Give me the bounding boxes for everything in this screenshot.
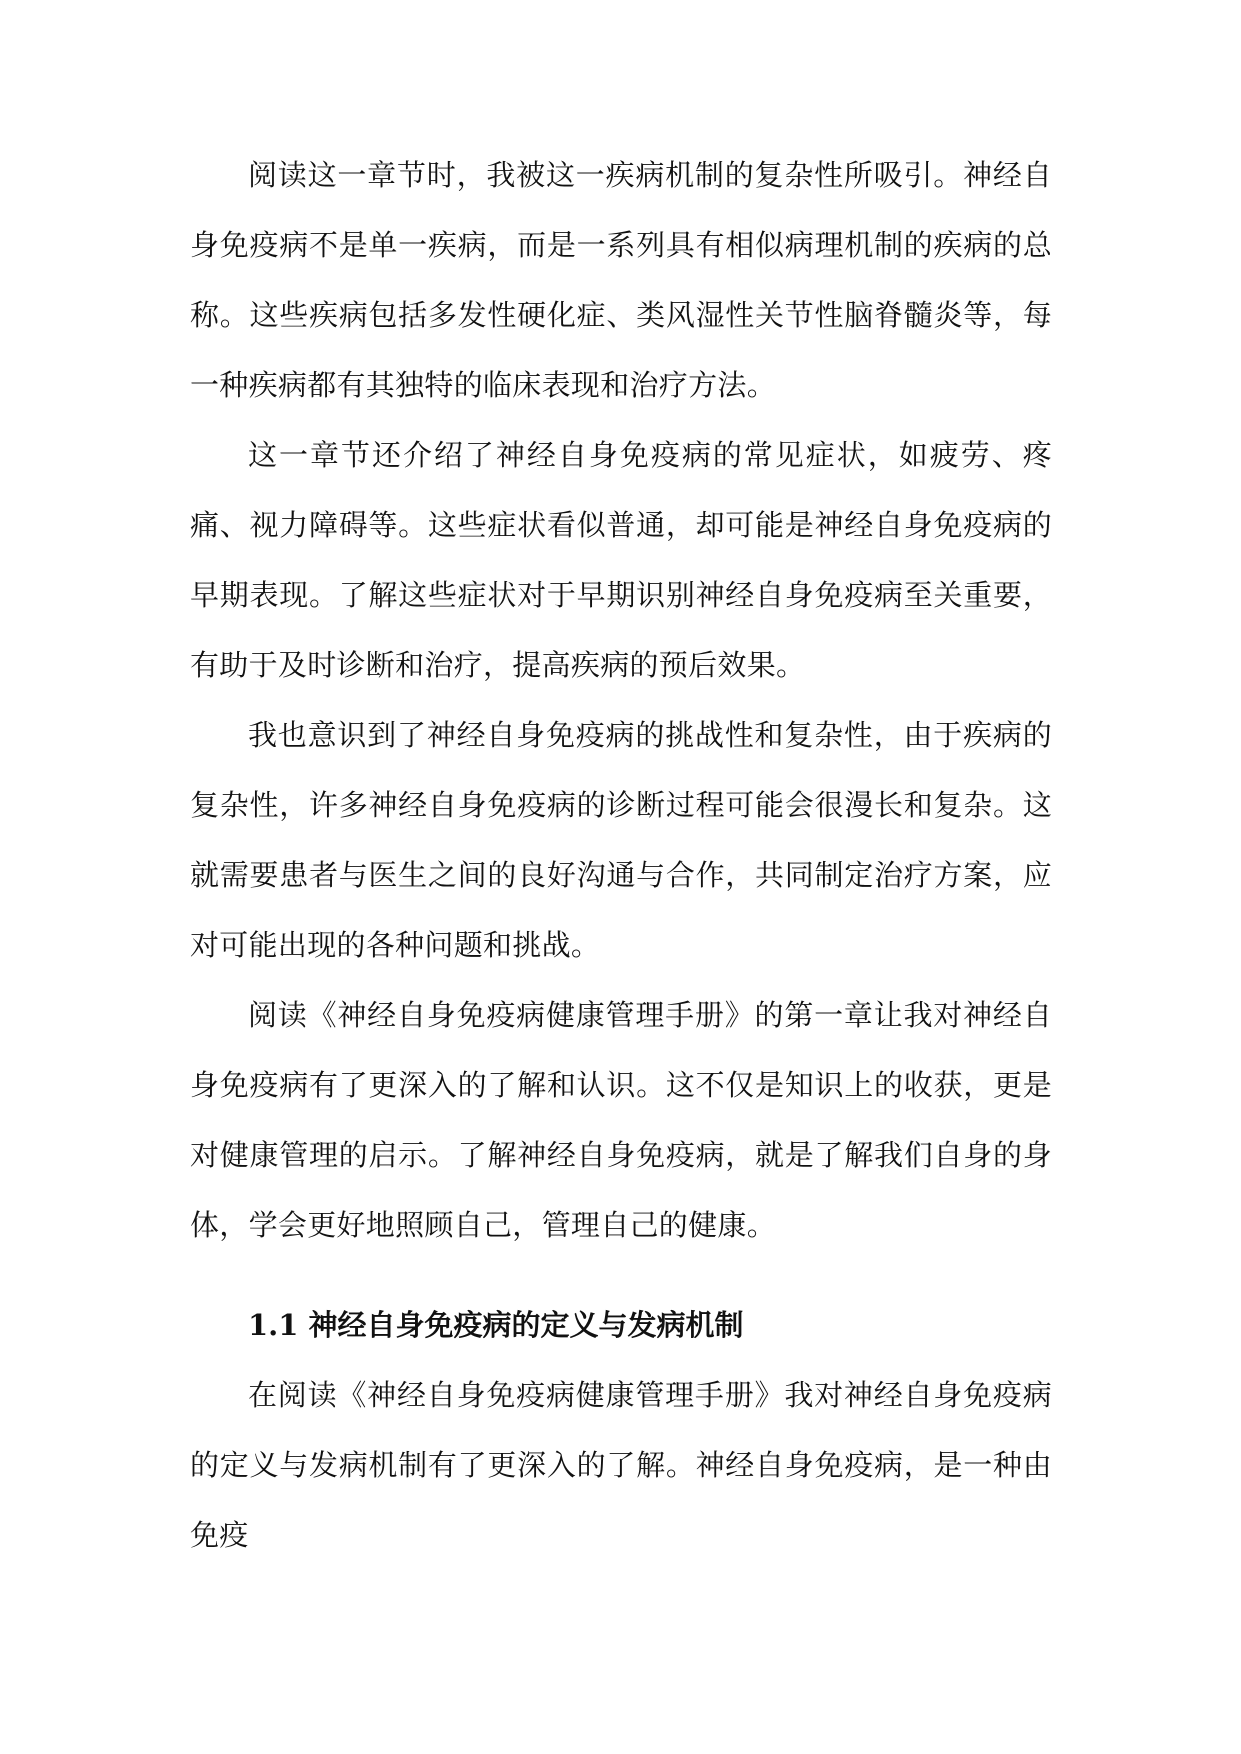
document-body: [190, 140, 1052, 1570]
paragraph-1: 阅读这一章节时，我被这一疾病机制的复杂性所吸引。神经自身免疫病不是单一疾病，而是一系列具有相似病理机制的疾病的总称。这些疾病包括多发性硬化症、类风湿性关节性脑脊髓炎等，每一种疾病都有其独特的临床表现和治疗方法。: [190, 158, 1052, 402]
section-paragraph: 在阅读《神经自身免疫病健康管理手册》我对神经自身免疫病的定义与发病机制有了更深入的了解。神经自身免疫病，是一种由免疫: [190, 1378, 1052, 1552]
section-heading: 1.1 神经自身免疫病的定义与发病机制: [248, 1308, 744, 1342]
paragraph-3: 我也意识到了神经自身免疫病的挑战性和复杂性，由于疾病的复杂性，许多神经自身免疫病的诊断过程可能会很漫长和复杂。这就需要患者与医生之间的良好沟通与合作，共同制定治疗方案，应对可能出现的各种问题和挑战。: [190, 718, 1052, 962]
paragraph-2: 这一章节还介绍了神经自身免疫病的常见症状，如疲劳、疼痛、视力障碍等。这些症状看似普通，却可能是神经自身免疫病的早期表现。了解这些症状对于早期识别神经自身免疫病至关重要，有助于及时诊断和治疗，提高疾病的预后效果。: [190, 438, 1052, 682]
paragraph-4: 阅读《神经自身免疫病健康管理手册》的第一章让我对神经自身免疫病有了更深入的了解和认识。这不仅是知识上的收获，更是对健康管理的启示。了解神经自身免疫病，就是了解我们自身的身体，学会更好地照顾自己，管理自己的健康。: [190, 998, 1052, 1242]
